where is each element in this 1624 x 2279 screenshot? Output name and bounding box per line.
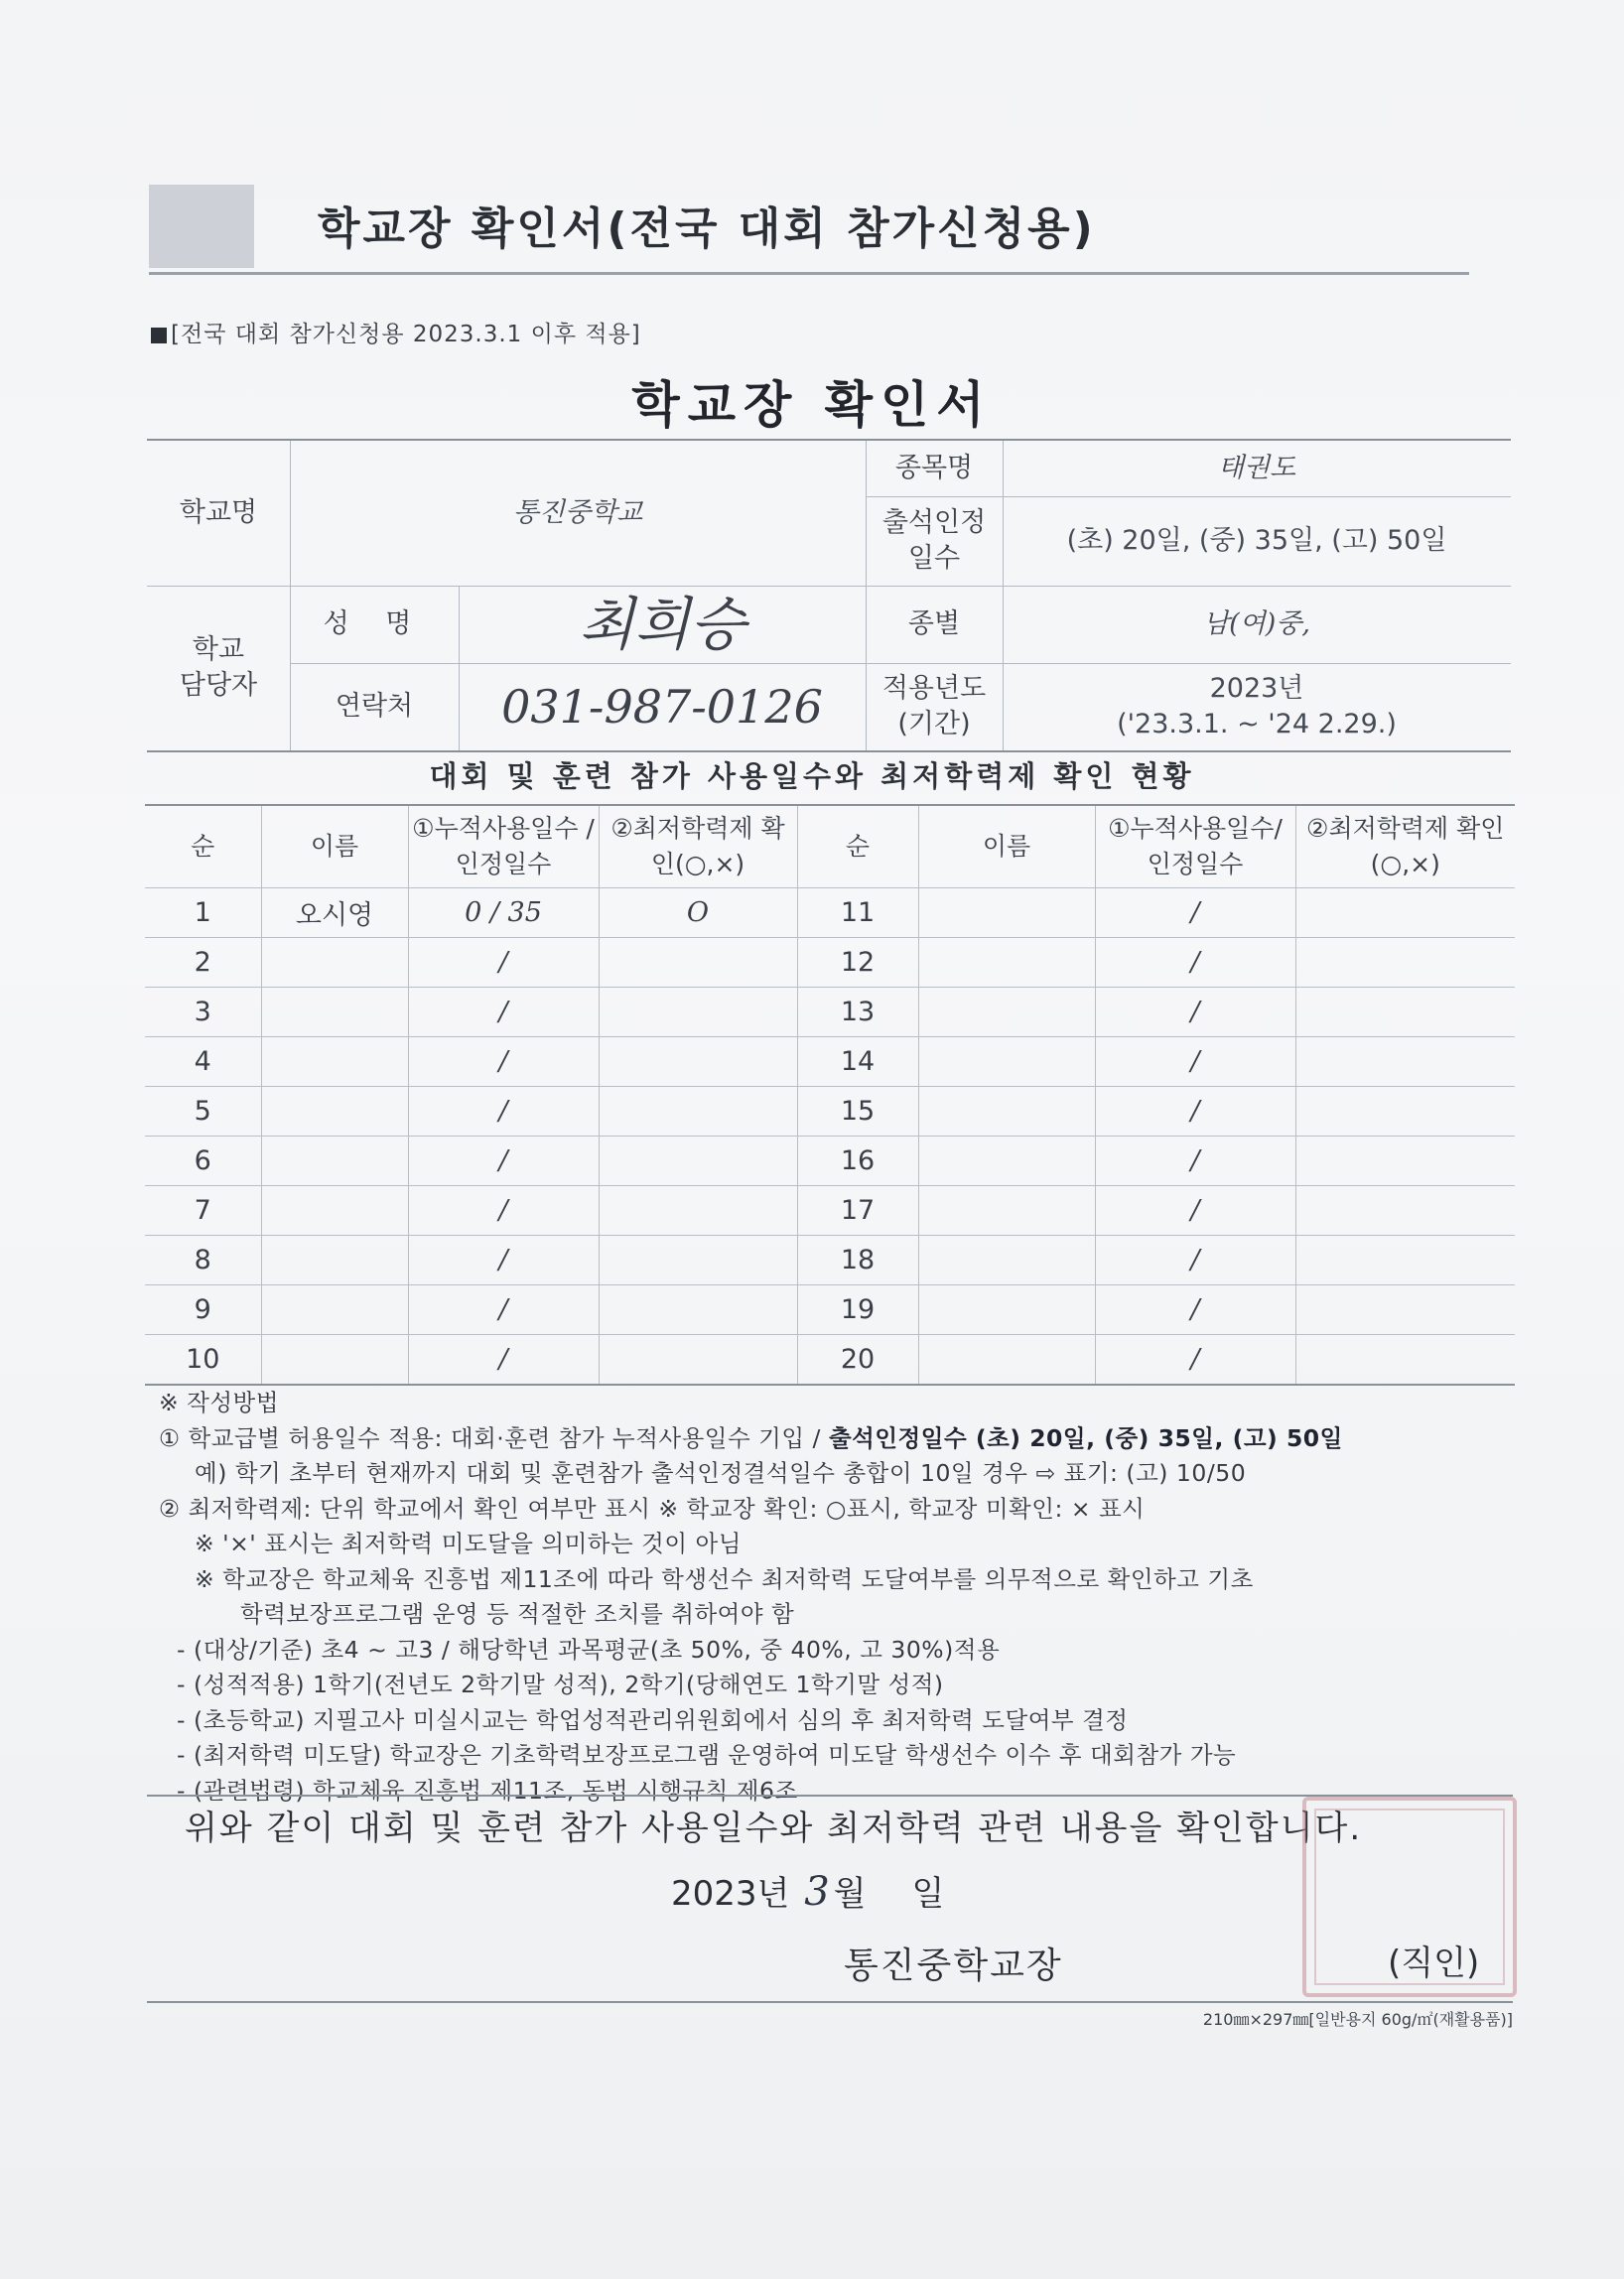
guide-line: 학력보장프로그램 운영 등 적절한 조치를 취하여야 함 — [240, 1600, 795, 1628]
guide-heading: ※ 작성방법 — [159, 1389, 279, 1416]
cell-no: 10 — [145, 1335, 261, 1386]
square-bullet-icon — [151, 328, 167, 343]
cell-days: 0 / 35 — [408, 888, 599, 938]
cell-days: / — [1095, 1236, 1295, 1285]
date-month-unit: 월 — [833, 1874, 867, 1914]
category-label: 종별 — [907, 607, 961, 639]
cell-no: 13 — [797, 988, 918, 1037]
cell-days: / — [408, 1186, 599, 1236]
col-header-days: ①누적사용일수/ 인정일수 — [1095, 805, 1295, 888]
cell-no: 19 — [797, 1285, 918, 1335]
cell-name — [918, 1285, 1095, 1335]
col-header-name: 이름 — [261, 805, 408, 888]
name-label: 성 명 — [323, 607, 426, 639]
cell-name — [261, 1087, 408, 1137]
guide-line: - (최저학력 미도달) 학교장은 기초학력보장프로그램 운영하여 미도달 학생선수 이수 후 대회참가 가능 — [177, 1741, 1237, 1769]
cell-min — [1295, 1236, 1515, 1285]
cell-name — [918, 1186, 1095, 1236]
cell-name — [261, 1137, 408, 1186]
guide-line: - (대상/기준) 초4 ~ 고3 / 해당학년 과목평균(초 50%, 중 40%, 고 30%)적용 — [177, 1635, 1001, 1664]
cell-days: / — [1095, 938, 1295, 988]
guide-instructions — [159, 1386, 1529, 1809]
cell-no: 2 — [145, 938, 261, 988]
guide-line — [159, 1421, 1529, 1457]
col-header-min: ②최저학력제 확인(○,×) — [599, 805, 797, 888]
col-header-days: ①누적사용일수 /인정일수 — [408, 805, 599, 888]
category-value: 남(여)중, — [1203, 607, 1310, 639]
cell-min — [1295, 1335, 1515, 1386]
cell-days: / — [408, 1137, 599, 1186]
contact-value: 031-987-0126 — [501, 679, 823, 734]
period-year: 2023년 — [1209, 672, 1304, 704]
banner-title: 학교장 확인서(전국 대회 참가신청용) — [318, 203, 1096, 254]
participants-table — [145, 804, 1515, 1386]
table-row — [145, 888, 1515, 938]
cell-days: / — [408, 988, 599, 1037]
cell-days: / — [1095, 988, 1295, 1037]
cell-days: / — [1095, 1186, 1295, 1236]
cell-days: / — [1095, 1335, 1295, 1386]
cell-name — [918, 1087, 1095, 1137]
cell-no: 12 — [797, 938, 918, 988]
period-range: ('23.3.1. ~ '24 2.29.) — [1117, 709, 1397, 739]
cell-min — [1295, 1137, 1515, 1186]
cell-no: 5 — [145, 1087, 261, 1137]
cell-name — [261, 938, 408, 988]
cell-no: 14 — [797, 1037, 918, 1087]
apply-note-text: [전국 대회 참가신청용 2023.3.1 이후 적용] — [171, 322, 641, 347]
manager-label: 학교 담당자 — [179, 633, 258, 701]
cell-days: / — [408, 1037, 599, 1087]
date-month-value: 3 — [804, 1869, 830, 1915]
cell-min — [599, 988, 797, 1037]
col-header-name: 이름 — [918, 805, 1095, 888]
cell-days: / — [408, 938, 599, 988]
cell-days: / — [408, 1087, 599, 1137]
cell-name — [261, 1285, 408, 1335]
cell-name — [918, 1335, 1095, 1386]
info-grid — [147, 439, 1511, 752]
table-row — [145, 1236, 1515, 1285]
paper-spec: 210㎜×297㎜[일반용지 60g/㎡(재활용품)] — [1202, 2010, 1513, 2029]
cell-days: / — [1095, 1285, 1295, 1335]
cell-min — [599, 1137, 797, 1186]
cell-min — [599, 1037, 797, 1087]
table-row — [145, 1037, 1515, 1087]
col-header-no: 순 — [797, 805, 918, 888]
col-header-no: 순 — [145, 805, 261, 888]
cell-name — [918, 1137, 1095, 1186]
cell-no: 8 — [145, 1236, 261, 1285]
cell-name — [918, 1236, 1095, 1285]
event-value: 태권도 — [1217, 452, 1296, 483]
cell-no: 16 — [797, 1137, 918, 1186]
cell-name — [261, 1335, 408, 1386]
cell-no: 9 — [145, 1285, 261, 1335]
cell-min — [599, 1285, 797, 1335]
cell-min: O — [599, 888, 797, 938]
cell-days: / — [1095, 1037, 1295, 1087]
document-title: 학교장 확인서 — [631, 376, 993, 434]
cell-min — [1295, 1186, 1515, 1236]
header-banner — [149, 185, 1469, 275]
signing-date — [671, 1866, 944, 1915]
cell-name — [918, 888, 1095, 938]
date-year: 2023년 — [671, 1874, 790, 1914]
cell-min — [1295, 988, 1515, 1037]
cell-no: 3 — [145, 988, 261, 1037]
table-row — [145, 1335, 1515, 1386]
cell-name — [261, 1037, 408, 1087]
cell-no: 6 — [145, 1137, 261, 1186]
principal-title: 통진중학교장 — [844, 1945, 1063, 1986]
guide-line: - (성적적용) 1학기(전년도 2학기말 성적), 2학기(당해연도 1학기말 성적) — [177, 1671, 944, 1698]
contact-label: 연락처 — [335, 690, 414, 722]
table-row — [145, 1285, 1515, 1335]
cell-no: 17 — [797, 1186, 918, 1236]
cell-days: / — [408, 1285, 599, 1335]
cell-min — [1295, 938, 1515, 988]
cell-name — [918, 1037, 1095, 1087]
guide-line: - (초등학교) 지필고사 미실시교는 학업성적관리위원회에서 심의 후 최저학력 도달여부 결정 — [177, 1705, 1129, 1734]
cell-no: 15 — [797, 1087, 918, 1137]
table-row — [145, 1087, 1515, 1137]
cell-no: 1 — [145, 888, 261, 938]
school-label: 학교명 — [179, 496, 258, 528]
col-header-min: ②최저학력제 확인(○,×) — [1295, 805, 1515, 888]
cell-name — [918, 988, 1095, 1037]
table-row — [145, 988, 1515, 1037]
apply-note — [151, 316, 641, 348]
attendance-value: (초) 20일, (중) 35일, (고) 50일 — [1066, 524, 1447, 556]
guide-line: ※ 학교장은 학교체육 진흥법 제11조에 따라 학생선수 최저학력 도달여부를 의무적으로 확인하고 기초 — [195, 1564, 1254, 1593]
cell-days: / — [1095, 1137, 1295, 1186]
period-label: 적용년도 (기간) — [881, 672, 987, 739]
guide-line: - (관련법령) 학교체육 진흥법 제11조, 동법 시행규칙 제6조 — [177, 1776, 798, 1805]
cell-min — [1295, 1087, 1515, 1137]
cell-min — [599, 1335, 797, 1386]
period-value — [1003, 663, 1511, 750]
cell-no: 11 — [797, 888, 918, 938]
cell-days: / — [1095, 888, 1295, 938]
confirmation-statement: 위와 같이 대회 및 훈련 참가 사용일수와 최저학력 관련 내용을 확인합니다. — [185, 1809, 1363, 1848]
seal-mark: (직인) — [1388, 1944, 1480, 1983]
cell-min — [1295, 888, 1515, 938]
cell-min — [599, 1087, 797, 1137]
banner-block — [149, 185, 254, 268]
cell-min — [1295, 1285, 1515, 1335]
event-label: 종목명 — [894, 452, 974, 483]
cell-days: / — [408, 1335, 599, 1386]
cell-name — [261, 1186, 408, 1236]
attendance-label: 출석인정 일수 — [881, 506, 987, 574]
date-day-unit: 일 — [911, 1874, 945, 1914]
cell-no: 18 — [797, 1236, 918, 1285]
school-value: 통진중학교 — [512, 496, 643, 528]
cell-min — [599, 938, 797, 988]
cell-min — [599, 1236, 797, 1285]
name-value: 최희승 — [578, 590, 746, 658]
cell-days: / — [1095, 1087, 1295, 1137]
cell-no: 4 — [145, 1037, 261, 1087]
cell-min — [599, 1186, 797, 1236]
cell-no: 7 — [145, 1186, 261, 1236]
divider — [147, 2001, 1513, 2003]
guide-line-text: ① 학교급별 허용일수 적용: 대회·훈련 참가 누적사용일수 기입 / — [159, 1423, 829, 1452]
table-row — [145, 1186, 1515, 1236]
cell-name — [261, 1236, 408, 1285]
cell-no: 20 — [797, 1335, 918, 1386]
table-row — [145, 1137, 1515, 1186]
section-title: 대회 및 훈련 참가 사용일수와 최저학력제 확인 현황 — [429, 759, 1195, 793]
guide-line: ② 최저학력제: 단위 학교에서 확인 여부만 표시 ※ 학교장 확인: ○표시, 학교장 미확인: × 표시 — [159, 1494, 1146, 1523]
cell-name — [918, 938, 1095, 988]
guide-line: ※ '×' 표시는 최저학력 미도달을 의미하는 것이 아님 — [195, 1530, 742, 1557]
cell-name — [261, 988, 408, 1037]
cell-min — [1295, 1037, 1515, 1087]
guide-line-bold: 출석인정일수 (초) 20일, (중) 35일, (고) 50일 — [828, 1423, 1343, 1452]
cell-name: 오시영 — [261, 888, 408, 938]
cell-days: / — [408, 1236, 599, 1285]
guide-line: 예) 학기 초부터 현재까지 대회 및 훈련참가 출석인정결석일수 총합이 10일 경우 ⇨ 표기: (고) 10/50 — [195, 1459, 1247, 1487]
table-row — [145, 938, 1515, 988]
table-header-row — [145, 805, 1515, 888]
